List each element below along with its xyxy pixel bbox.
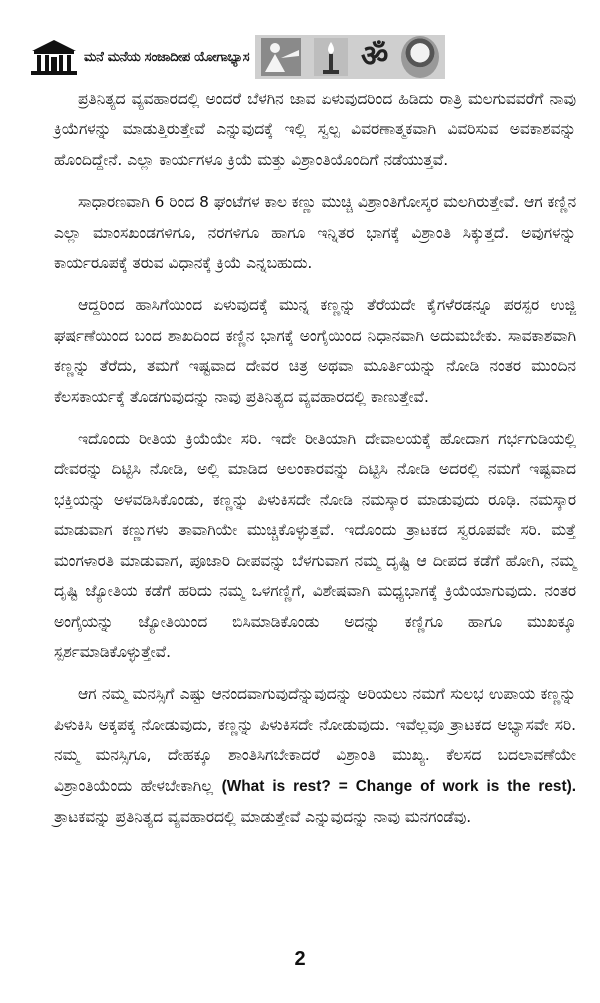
temple-logo-icon: [28, 37, 80, 77]
paragraph-3: ಆದ್ದರಿಂದ ಹಾಸಿಗೆಯಿಂದ ಏಳುವುದಕ್ಕೆ ಮುನ್ನ ಕಣ್ಣನ್ನು ತೆರೆಯದೇ ಕೈಗಳೆರಡನ್ನೂ ಪರಸ್ಪರ ಉಜ್ಜಿ ಘರ್ಷಣೆಯಿಂದ ಬಂದ ಶಾಖದಿಂದ ಕಣ್ಣಿನ ಭಾಗಕ್ಕೆ ಅಂಗೈಯಿಂದ ನಿಧಾನವಾಗಿ ಅದುಮಬೇಕು. ಸಾವಕಾಶವಾಗಿ ಕಣ್ಣನ್ನು ತೆರೆದು, ತಮಗೆ ಇಷ್ಟವಾದ ದೇವರ ಚಿತ್ರ ಅಥವಾ ಮೂರ್ತಿಯನ್ನು ನೋಡಿ ನಂತರ ಮುಂದಿನ ಕೆಲಸಕಾರ್ಯಕ್ಕೆ ತೊಡಗುವುದನ್ನು ನಾವು ಪ್ರತಿನಿತ್ಯದ ವ್ಯವಹಾರದಲ್ಲಿ ಕಾಣುತ್ತೇವೆ.: [54, 296, 576, 406]
paragraph-5-text-after: ತ್ರಾಟಕವನ್ನು ಪ್ರತಿನಿತ್ಯದ ವ್ಯವಹಾರದಲ್ಲಿ ಮಾಡುತ್ತೇವೆ ಎನ್ನುವುದನ್ನು ನಾವು ಮನಗಂಡೆವು.: [54, 807, 472, 826]
page-header: [28, 32, 448, 82]
paragraph-1: ಪ್ರತಿನಿತ್ಯದ ವ್ಯವಹಾರದಲ್ಲಿ ಅಂದರೆ ಬೆಳಗಿನ ಜಾವ ಏಳುವುದರಿಂದ ಹಿಡಿದು ರಾತ್ರಿ ಮಲಗುವವರೆಗೆ ನಾವು ಕ್ರಿಯೆಗಳನ್ನು ಮಾಡುತ್ತಿರುತ್ತೇವೆ ಎನ್ನುವುದಕ್ಕೆ ಇಲ್ಲಿ ಸ್ವಲ್ಪ ವಿವರಣಾತ್ಮಕವಾಗಿ ವಿವರಿಸುವ ಅವಕಾಶವನ್ನು ಹೊಂದಿದ್ದೇನೆ. ಎಲ್ಲಾ ಕಾರ್ಯಗಳೂ ಕ್ರಿಯೆ ಮತ್ತು ವಿಶ್ರಾಂತಿಯೊಂದಿಗೆ ನಡೆಯುತ್ತವೆ.: [54, 90, 576, 169]
om-symbol: ॐ: [360, 39, 389, 74]
portrait-image: [401, 36, 439, 78]
paragraph-5: [54, 679, 576, 832]
rest-definition-english: (What is rest? = Change of work is the rest).: [221, 777, 576, 795]
page-number: 2: [294, 948, 306, 970]
meditating-figure-icon: [261, 38, 301, 76]
paragraph-5-text-before: ಆಗ ನಮ್ಮ ಮನಸ್ಸಿಗೆ ಎಷ್ಟು ಆನಂದವಾಗುವುದೆನ್ನುವುದನ್ನು ಅರಿಯಲು ನಮಗೆ ಸುಲಭ ಉಪಾಯ ಕಣ್ಣನ್ನು ಪಿಳುಕಿಸಿ ಅಕ್ಕಪಕ್ಕ ನೋಡುವುದು, ಕಣ್ಣನ್ನು ಪಿಳುಕಿಸದೇ ನೋಡುವುದು. ಇವೆಲ್ಲವೂ ತ್ರಾಟಕದ ಅಭ್ಯಾಸವೇ ಸರಿ. ನಮ್ಮ ಮನಸ್ಸಿಗೂ, ದೇಹಕ್ಕೂ ಶಾಂತಿಸಿಗಬೇಕಾದರೆ ವಿಶ್ರಾಂತಿ ಮುಖ್ಯ. ಕೆಲಸದ ಬದಲಾವಣೆಯೇ ವಿಶ್ರಾಂತಿಯೆಂದು ಹೇಳಬೇಕಾಗಿಲ್ಲ: [54, 685, 576, 795]
book-title: ಮನೆ ಮನೆಯ ಸಂಜಾದೀಪ ಯೋಗಾಭ್ಯಾಸ: [84, 49, 250, 65]
page-body: [54, 84, 576, 844]
paragraph-4: ಇದೊಂದು ರೀತಿಯ ಕ್ರಿಯೆಯೇ ಸರಿ. ಇದೇ ರೀತಿಯಾಗಿ ದೇವಾಲಯಕ್ಕೆ ಹೋದಾಗ ಗರ್ಭಗುಡಿಯಲ್ಲಿ ದೇವರನ್ನು ದಿಟ್ಟಿಸಿ ನೋಡಿ, ಅಲ್ಲಿ ಮಾಡಿದ ಅಲಂಕಾರವನ್ನು ದಿಟ್ಟಿಸಿ ನೋಡಿ ಅದರಲ್ಲಿ ನಮಗೆ ಇಷ್ಟವಾದ ಭಕ್ತಿಯನ್ನು ಅಳವಡಿಸಿಕೊಂಡು, ಕಣ್ಣನ್ನು ಪಿಳುಕಿಸದೇ ನೋಡಿ ನಮಸ್ಕಾರ ಮಾಡುವುದು ರೂಢಿ. ನಮಸ್ಕಾರ ಮಾಡುವಾಗ ಕಣ್ಣುಗಳು ತಾವಾಗಿಯೇ ಮುಚ್ಚಿಕೊಳ್ಳುತ್ತವೆ. ಇದೊಂದು ತ್ರಾಟಕದ ಸ್ವರೂಪವೇ ಸರಿ. ಮತ್ತೆ ಮಂಗಳಾರತಿ ಮಾಡುವಾಗ, ಪೂಜಾರಿ ದೀಪವನ್ನು ಬೆಳಗುವಾಗ ನಮ್ಮ ದೃಷ್ಟಿ ಆ ದೀಪದ ಕಡೆಗೆ ಹೋಗಿ, ನಮ್ಮ ದೃಷ್ಟಿ ಜ್ಯೋತಿಯ ಕಡೆಗೆ ಹರಿದು ನಮ್ಮ ಒಳಗಣ್ಣಿಗೆ, ವಿಶೇಷವಾಗಿ ಮಧ್ಯಭಾಗಕ್ಕೆ ಕ್ರಿಯೆಯಾಗುವುದು. ನಂತರ ಅಂಗೈಯನ್ನು ಜ್ಯೋತಿಯಿಂದ ಬಿಸಿಮಾಡಿಕೊಂಡು ಅದನ್ನು ಕಣ್ಣಿಗೂ ಹಾಗೂ ಮುಖಕ್ಕೂ ಸ್ಪರ್ಶಮಾಡಿಕೊಳ್ಳುತ್ತೇವೆ.: [54, 430, 576, 661]
paragraph-2: ಸಾಧಾರಣವಾಗಿ 6 ರಿಂದ 8 ಘಂಟೆಗಳ ಕಾಲ ಕಣ್ಣು ಮುಚ್ಚಿ ವಿಶ್ರಾಂತಿಗೋಸ್ಕರ ಮಲಗಿರುತ್ತೇವೆ. ಆಗ ಕಣ್ಣಿನ ಎಲ್ಲಾ ಮಾಂಸಖಂಡಗಳಿಗೂ, ನರಗಳಿಗೂ ಹಾಗೂ ಇನ್ನಿತರ ಭಾಗಕ್ಕೆ ವಿಶ್ರಾಂತಿ ಸಿಕ್ಕುತ್ತದೆ. ಅವುಗಳನ್ನು ಕಾರ್ಯರೂಪಕ್ಕೆ ತರುವ ವಿಧಾನಕ್ಕೆ ಕ್ರಿಯೆ ಎನ್ನಬಹುದು.: [54, 193, 576, 273]
lamp-icon: [314, 38, 348, 76]
header-image-strip: [255, 35, 445, 79]
